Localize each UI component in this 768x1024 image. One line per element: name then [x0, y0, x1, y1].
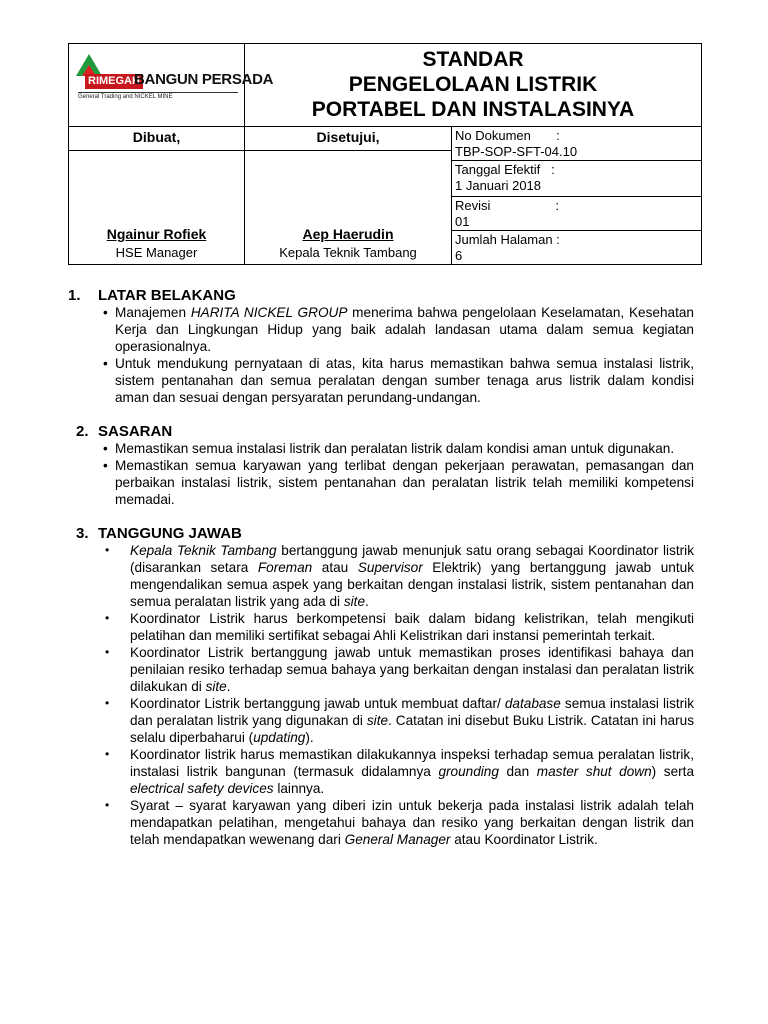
bullet-icon: •: [103, 441, 108, 456]
logo-divider: [78, 92, 238, 93]
list-item: [68, 746, 694, 797]
logo-company-name: BANGUN PERSADA: [134, 71, 274, 88]
section-number: 3.: [76, 525, 89, 542]
list-item: [104, 457, 694, 508]
text-run: ).: [305, 730, 314, 745]
text-run: Koordinator Listrik harus berkompetensi baik dalam bidang kelistrikan, telah mengikuti pelatihan dan memiliki sertifikat sebagai Ahli Kelistrikan dari instansi pemerintah terkait.: [130, 611, 694, 643]
text-run-italic: site: [205, 679, 227, 694]
text-run: menerima bahwa pengelolaan Keselamatan, Kesehatan Kerja dan Lingkungan Hidup yang baik adalah landasan utama dalam semua kegiatan operasionalnya.: [115, 305, 694, 354]
company-logo: [76, 51, 274, 121]
text-run-italic: grounding: [438, 764, 499, 779]
maker-role: HSE Manager: [115, 245, 198, 260]
text-run: .: [226, 679, 231, 694]
section-heading: [68, 423, 694, 440]
title-line-3: PORTABEL DAN INSTALASINYA: [311, 98, 635, 121]
revision-label: Revisi :: [455, 198, 560, 213]
text-run-italic: site: [366, 713, 389, 728]
list-item: [68, 695, 694, 746]
logo-subtitle: General Trading and NICKEL MINE: [78, 94, 173, 100]
text-run: Koordinator Listrik bertanggung jawab untuk memastikan proses identifikasi bahaya dan penilaian resiko terhadap semua bahaya yang berkaitan dengan instalasi dan peralatan listrik dilakukan di: [130, 645, 694, 694]
list-item: [104, 304, 694, 355]
doc-number-value: TBP-SOP-SFT-04.10: [455, 144, 578, 159]
text-run-italic: General Manager: [344, 832, 451, 847]
text-run: ) serta: [651, 764, 695, 779]
bullet-icon: •: [105, 611, 110, 625]
effective-date-value: 1 Januari 2018: [455, 178, 542, 193]
signature-approver: [245, 151, 452, 265]
text-run: Memastikan semua karyawan yang terlibat dengan pekerjaan perawatan, pemasangan dan perbaikan instalasi listrik, sistem pentanahan dan peralatan listrik telah memiliki kompetensi memadai.: [115, 458, 694, 507]
bullet-icon: •: [105, 543, 110, 557]
document-body: [68, 287, 694, 848]
document-header: [68, 43, 702, 265]
doc-number-cell: [452, 127, 701, 161]
title-line-1: STANDAR: [422, 48, 524, 71]
text-run: dan: [498, 764, 537, 779]
text-run-italic: electrical safety devices: [130, 781, 274, 796]
approver-role: Kepala Teknik Tambang: [279, 245, 417, 260]
text-run: atau: [312, 560, 358, 575]
section-number: 2.: [76, 423, 89, 440]
bullet-icon: •: [103, 356, 108, 371]
document-meta: [452, 127, 702, 265]
list-item: [68, 797, 694, 848]
text-run: semua instalasi listrik dan peralatan listrik yang digunakan di: [130, 696, 694, 728]
bullet-icon: •: [103, 305, 108, 320]
signature-maker: [69, 151, 245, 265]
text-run-italic: updating: [253, 730, 306, 745]
bullet-icon: •: [105, 645, 110, 659]
made-by-label: Dibuat,: [69, 127, 245, 151]
page-count-label: Jumlah Halaman :: [455, 232, 560, 247]
approver-name: Aep Haerudin: [302, 226, 394, 242]
page-count-cell: [452, 231, 701, 265]
text-run-italic: site: [343, 594, 365, 609]
section-title: LATAR BELAKANG: [98, 287, 236, 304]
document-title: [245, 47, 701, 122]
bullet-icon: •: [105, 696, 110, 710]
section-heading: [68, 525, 694, 542]
revision-cell: [452, 197, 701, 231]
text-run-italic: database: [504, 696, 561, 711]
text-run-italic: HARITA NICKEL GROUP: [190, 305, 348, 320]
section-heading: [68, 287, 694, 304]
list-item: [68, 644, 694, 695]
logo-badge: RIMEGAH: [85, 74, 143, 89]
list-item: [104, 440, 694, 457]
title-line-2: PENGELOLAAN LISTRIK: [348, 73, 598, 96]
revision-value: 01: [455, 214, 470, 229]
title-cell: [245, 44, 702, 127]
meta-table: [452, 127, 701, 264]
page-count-value: 6: [455, 248, 463, 263]
list-item: [68, 542, 694, 610]
doc-number-label: No Dokumen :: [455, 128, 560, 143]
text-run-italic: Kepala Teknik Tambang: [130, 543, 277, 558]
section-number: 1.: [68, 287, 81, 304]
list-item: [104, 355, 694, 406]
text-run: Manajemen: [115, 305, 191, 320]
text-run: Elektrik) yang bertanggung jawab untuk mengendalikan semua aspek yang berkaitan dengan instalasi listrik, sistem pentanahan dan semua peralatan listrik yang ada di: [130, 560, 694, 609]
text-run-italic: master shut down: [536, 764, 652, 779]
approved-by-label: Disetujui,: [245, 127, 452, 151]
text-run: atau Koordinator Listrik.: [450, 832, 598, 847]
logo-cell: [69, 44, 274, 127]
text-run: .: [365, 594, 369, 609]
text-run-italic: Foreman: [257, 560, 313, 575]
bullet-icon: •: [105, 747, 110, 761]
effective-date-label: Tanggal Efektif :: [455, 162, 555, 177]
text-run: bertanggung jawab menunjuk satu orang sebagai Koordinator listrik (disarankan setara: [130, 543, 694, 575]
effective-date-cell: [452, 161, 701, 197]
text-run: Memastikan semua instalasi listrik dan peralatan listrik dalam kondisi aman untuk digunakan.: [115, 441, 675, 456]
list-item: [68, 610, 694, 644]
text-run: . Catatan ini disebut Buku Listrik. Catatan ini harus selalu diperbaharui (: [130, 713, 694, 745]
text-run: Syarat – syarat karyawan yang diberi izin untuk bekerja pada instalasi listrik adalah telah mendapatkan pelatihan, mengetahui bahaya dan resiko yang berkaitan dengan listrik dan telah mendapatkan wewenang dari: [130, 798, 694, 847]
maker-name: Ngainur Rofiek: [106, 226, 207, 242]
text-run: Koordinator Listrik bertanggung jawab untuk membuat daftar/: [130, 696, 505, 711]
text-run: Untuk mendukung pernyataan di atas, kita harus memastikan bahwa semua instalasi listrik, sistem pentanahan dan semua peralatan dengan sumber tenaga arus listrik dalam kondisi aman dan sesuai dengan persyaratan perundang-undangan.: [115, 356, 694, 405]
text-run-italic: Supervisor: [357, 560, 423, 575]
bullet-icon: •: [103, 458, 108, 473]
text-run: lainnya.: [273, 781, 325, 796]
text-run: Koordinator listrik harus memastikan dilakukannya inspeksi terhadap semua peralatan listrik, instalasi listrik bangunan (termasuk didalamnya: [130, 747, 694, 779]
section-title: SASARAN: [98, 423, 173, 440]
section-title: TANGGUNG JAWAB: [98, 525, 242, 542]
bullet-icon: •: [105, 798, 110, 812]
